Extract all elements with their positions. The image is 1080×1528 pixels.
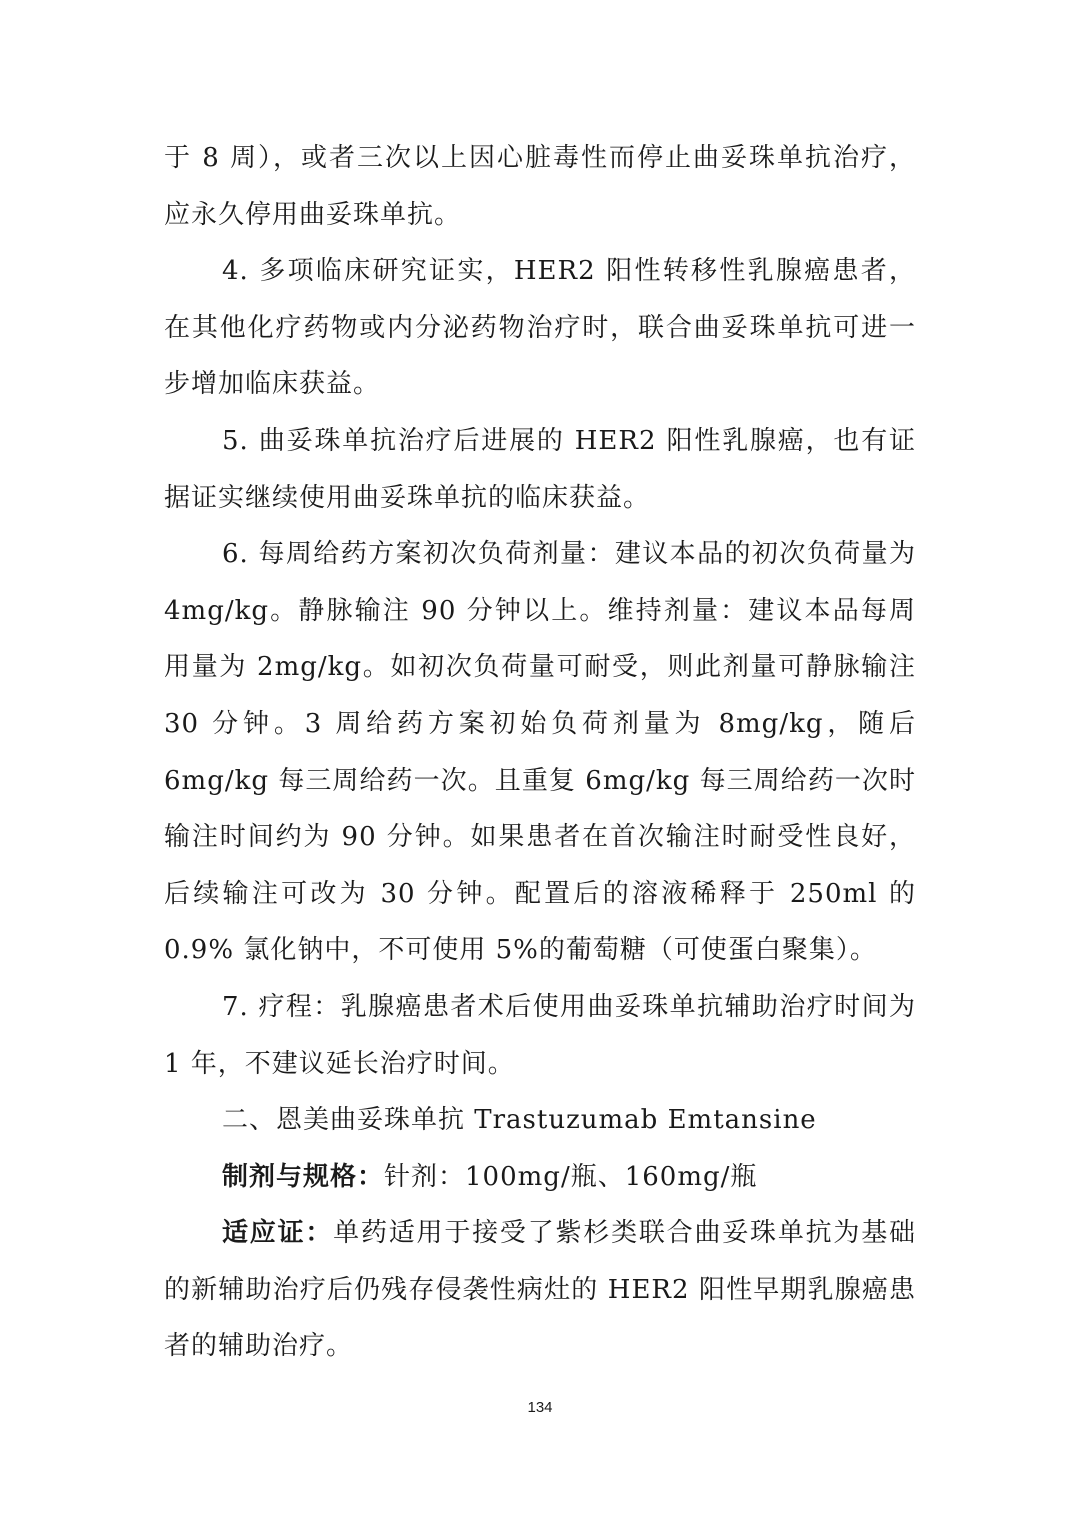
section-heading-trastuzumab-emtansine: 二、恩美曲妥珠单抗 Trastuzumab Emtansine [222, 1105, 817, 1136]
paragraph-item-7-course: 7. 疗程：乳腺癌患者术后使用曲妥珠单抗辅助治疗时间为 1 年，不建议延长治疗时间。 [164, 991, 916, 1079]
document-body [164, 130, 916, 1375]
paragraph-item-5: 5. 曲妥珠单抗治疗后进展的 HER2 阳性乳腺癌，也有证据证实继续使用曲妥珠单抗的临床获益。 [164, 425, 916, 513]
indication-label: 适应证： [222, 1218, 334, 1249]
paragraph-formulation [164, 1149, 916, 1206]
paragraph-item-4: 4. 多项临床研究证实，HER2 阳性转移性乳腺癌患者，在其他化疗药物或内分泌药物治疗时，联合曲妥珠单抗可进一步增加临床获益。 [164, 256, 916, 400]
indication-text: 单药适用于接受了紫杉类联合曲妥珠单抗为基础的新辅助治疗后仍残存侵袭性病灶的 HER2 阳性早期乳腺癌患者的辅助治疗。 [164, 1218, 916, 1362]
paragraph-item-6-dosage: 6. 每周给药方案初次负荷剂量：建议本品的初次负荷量为 4mg/kg。静脉输注 90 分钟以上。维持剂量：建议本品每周用量为 2mg/kg。如初次负荷量可耐受，则此剂量可静脉输注 30 分钟。3 周给药方案初始负荷剂量为 8mg/kg，随后 6mg/kg 每三周给药一次。且重复 6mg/kg 每三周给药一次时输注时间约为 90 分钟。如果患者在首次输注时耐受性良好，后续输注可改为 30 分钟。配置后的溶液稀释于 250ml 的 0.9% 氯化钠中，不可使用 5%的葡萄糖（可使蛋白聚集）。 [164, 539, 916, 966]
page-number: 134 [527, 1399, 553, 1416]
formulation-text: 针剂：100mg/瓶、160mg/瓶 [384, 1161, 758, 1192]
paragraph-continuation: 于 8 周），或者三次以上因心脏毒性而停止曲妥珠单抗治疗，应永久停用曲妥珠单抗。 [164, 143, 916, 230]
formulation-label: 制剂与规格： [222, 1161, 385, 1192]
paragraph-indication [164, 1205, 916, 1375]
